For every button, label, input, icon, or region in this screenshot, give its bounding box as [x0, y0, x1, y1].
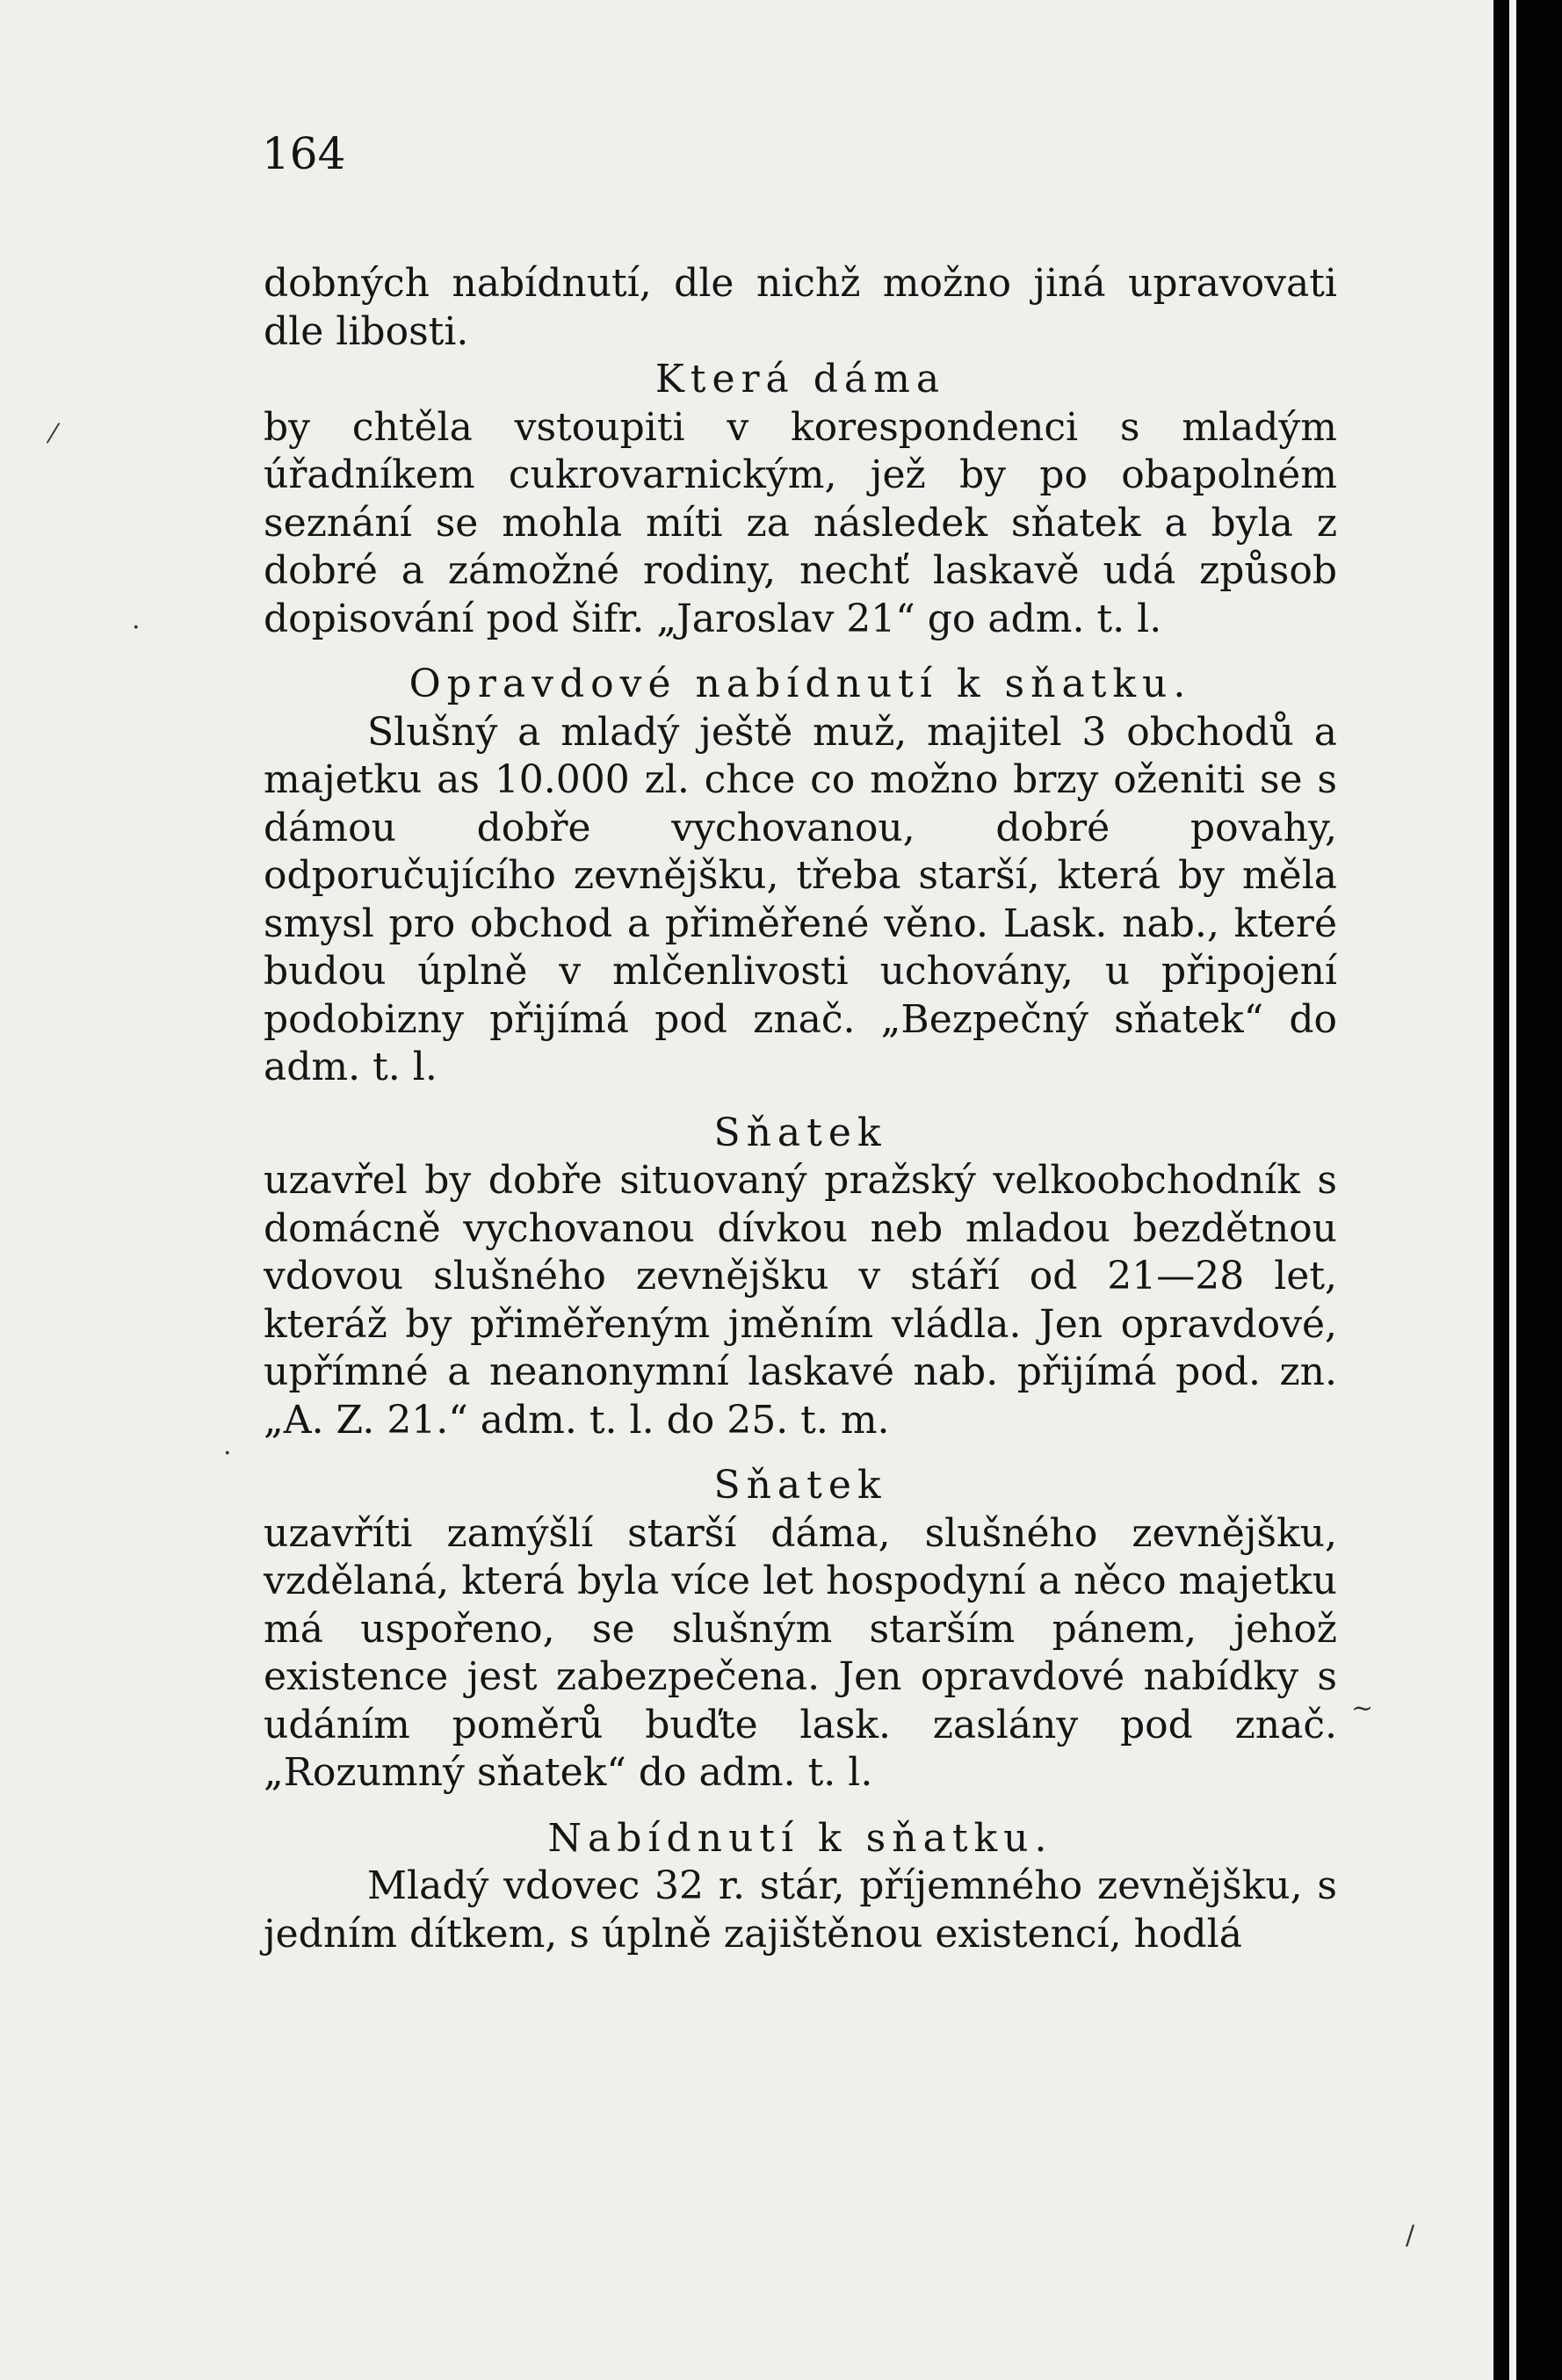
page-text — [264, 260, 1337, 1958]
paragraph-ad-jaroslav: by chtěla vstoupiti v korespondenci s mladým úřadníkem cukrovarnickým, jež by po obapolném seznání se mohla míti za následek sňatek a byla z dobré a zámožné rodiny, nechť laskavě udá způsob dopisování pod šifr. „Jaroslav 21“ go adm. t. l. — [264, 404, 1337, 641]
book-binding-edge — [1493, 0, 1562, 2380]
paragraph-intro-continuation: dobných nabídnutí, dle nichž možno jiná upravovati dle libosti. — [264, 261, 1337, 354]
heading-nabidnuti-k-snatku: Nabídnutí k sňatku. — [547, 1815, 1053, 1861]
margin-mark: ⁄ — [51, 419, 56, 450]
heading-ktera-dama: Která dáma — [654, 357, 946, 401]
paragraph-ad-vdovec: Mladý vdovec 32 r. stár, příjemného zevnějšku, s jedním dítkem, s úplně zajištěnou existencí, hodlá — [264, 1863, 1337, 1957]
paragraph-ad-rozumny-snatek: uzavříti zamýšlí starší dáma, slušného zevnějšku, vzdělaná, která byla více let hospodyní a něco majetku má uspořeno, se slušným starším pánem, jehož existence jest zabezpečena. Jen opravdové nabídky s udáním poměrů buďte lask. zaslány pod znač. „Rozumný sňatek“ do adm. t. l. — [264, 1510, 1337, 1795]
binding-light-bar — [1509, 0, 1516, 2380]
page-number: 164 — [262, 128, 346, 179]
margin-mark: · — [223, 1438, 232, 1469]
margin-mark: · — [132, 612, 141, 643]
paragraph-ad-bezpecny-snatek: Slušný a mladý ještě muž, majitel 3 obchodů a majetku as 10.000 zl. chce co možno brzy oženiti se s dámou dobře vychovanou, dobré povahy, odporučujícího zevnějšku, třeba starší, která by měla smysl pro obchod a přiměřené věno. Lask. nab., které budou úplně v mlčenlivosti uchovány, u připojení podobizny přijímá pod znač. „Bezpečný sňatek“ do adm. t. l. — [264, 709, 1337, 1089]
heading-snatek-2: Sňatek — [713, 1463, 887, 1508]
paragraph-ad-velkoobchodnik: uzavřel by dobře situovaný pražský velkoobchodník s domácně vychovanou dívkou neb mladou bezdětnou vdovou slušného zevnějšku v stáří od 21—28 let, kteráž by přiměřeným jměním vládla. Jen opravdové, upřímné a neanonymní laskavé nab. přijímá pod. zn. „A. Z. 21.“ adm. t. l. do 25. t. m. — [264, 1158, 1337, 1443]
margin-mark: / — [1406, 2220, 1415, 2251]
margin-mark: ~ — [1351, 1693, 1374, 1724]
heading-opravdove-nabidnuti: Opravdové nabídnutí k sňatku. — [409, 662, 1192, 706]
heading-snatek-1: Sňatek — [713, 1110, 887, 1155]
